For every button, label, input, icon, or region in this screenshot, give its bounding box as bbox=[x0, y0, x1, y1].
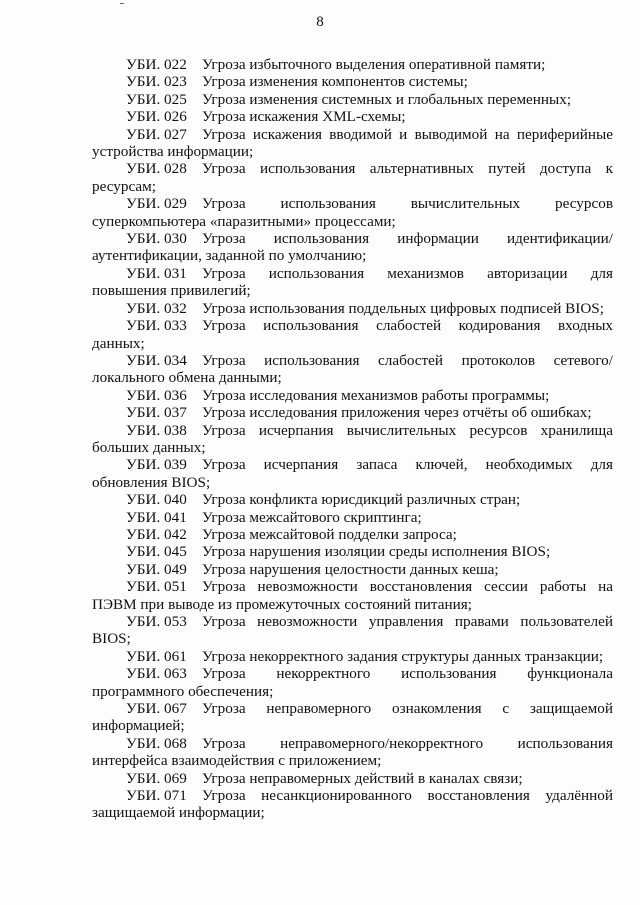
threat-item bbox=[92, 108, 613, 125]
threat-code: УБИ. 042 bbox=[126, 525, 187, 543]
threat-description: Угроза искажения XML-схемы; bbox=[202, 108, 406, 126]
threat-description: Угроза использования альтернативных путей доступа к ресурсам; bbox=[92, 160, 613, 195]
threat-code: УБИ. 040 bbox=[126, 491, 187, 509]
threat-code: УБИ. 025 bbox=[126, 90, 187, 108]
threat-description: Угроза конфликта юрисдикций различных стран; bbox=[202, 491, 521, 509]
threat-code: УБИ. 069 bbox=[126, 769, 187, 787]
threat-item bbox=[92, 700, 613, 735]
threat-description: Угроза неправомерного ознакомления с защищаемой информацией; bbox=[92, 700, 613, 735]
threat-item bbox=[92, 404, 613, 421]
threat-description: Угроза исчерпания запаса ключей, необходимых для обновления BIOS; bbox=[92, 456, 613, 491]
threat-description: Угроза исчерпания вычислительных ресурсов хранилища больших данных; bbox=[92, 421, 613, 456]
threat-item bbox=[92, 578, 613, 613]
threat-code: УБИ. 045 bbox=[126, 543, 187, 561]
threat-item bbox=[92, 735, 613, 770]
threat-code: УБИ. 034 bbox=[126, 351, 187, 369]
threat-code: УБИ. 031 bbox=[126, 264, 187, 282]
threat-description: Угроза межсайтовой подделки запроса; bbox=[202, 525, 457, 543]
threat-description: Угроза искажения вводимой и выводимой на периферийные устройства информации; bbox=[92, 125, 613, 161]
threat-item bbox=[92, 665, 613, 700]
threat-code: УБИ. 028 bbox=[126, 160, 187, 178]
threat-description: Угроза изменения системных и глобальных переменных; bbox=[202, 90, 572, 108]
threat-code: УБИ. 067 bbox=[126, 700, 187, 718]
threat-description: Угроза неправомерных действий в каналах связи; bbox=[202, 769, 523, 787]
threat-description: Угроза исследования приложения через отчёты об ошибках; bbox=[202, 404, 592, 422]
page-number: 8 bbox=[316, 14, 324, 30]
threat-description: Угроза межсайтового скриптинга; bbox=[202, 508, 422, 526]
threat-code: УБИ. 053 bbox=[126, 613, 187, 630]
threat-item bbox=[92, 491, 613, 508]
threat-description: Угроза избыточного выделения оперативной памяти; bbox=[202, 56, 546, 73]
threat-item bbox=[92, 613, 613, 648]
threat-description: Угроза использования слабостей кодирования входных данных; bbox=[92, 317, 613, 352]
threat-item bbox=[92, 387, 613, 404]
threat-item bbox=[92, 561, 613, 578]
threat-item bbox=[92, 422, 613, 457]
threat-item bbox=[92, 265, 613, 300]
threat-description: Угроза использования слабостей протоколов сетевого/локального обмена данными; bbox=[92, 351, 613, 387]
threat-code: УБИ. 041 bbox=[126, 508, 187, 526]
threat-code: УБИ. 051 bbox=[126, 578, 187, 596]
threat-item bbox=[92, 509, 613, 526]
threat-code: УБИ. 037 bbox=[126, 404, 187, 422]
threat-item bbox=[92, 230, 613, 265]
threat-description: Угроза некорректного задания структуры данных транзакции; bbox=[202, 647, 604, 665]
threat-description: Угроза использования поддельных цифровых подписей BIOS; bbox=[202, 299, 604, 317]
threat-item bbox=[92, 300, 613, 317]
threat-item bbox=[92, 317, 613, 352]
threat-item bbox=[92, 56, 613, 73]
threat-code: УБИ. 071 bbox=[126, 787, 187, 805]
threat-code: УБИ. 039 bbox=[126, 456, 187, 474]
threat-item bbox=[92, 91, 613, 108]
threat-code: УБИ. 029 bbox=[126, 195, 187, 213]
threat-code: УБИ. 030 bbox=[126, 230, 187, 248]
threat-code: УБИ. 032 bbox=[126, 299, 187, 317]
threat-description: Угроза использования вычислительных ресурсов суперкомпьютера «паразитными» процессами; bbox=[92, 195, 613, 230]
threat-description: Угроза исследования механизмов работы программы; bbox=[202, 386, 550, 404]
threat-description: Угроза некорректного использования функционала программного обеспечения; bbox=[92, 665, 613, 700]
threat-item bbox=[92, 770, 613, 787]
threat-code: УБИ. 033 bbox=[126, 317, 187, 335]
threat-code: УБИ. 038 bbox=[126, 421, 187, 439]
scan-speck bbox=[120, 3, 124, 4]
threat-description: Угроза невозможности управления правами пользователей BIOS; bbox=[92, 613, 613, 648]
threat-code: УБИ. 049 bbox=[126, 560, 187, 578]
threat-code: УБИ. 023 bbox=[126, 73, 187, 91]
threat-code: УБИ. 061 bbox=[126, 647, 187, 665]
threat-item bbox=[92, 543, 613, 560]
threat-description: Угроза несанкционированного восстановления удалённой защищаемой информации; bbox=[92, 787, 613, 822]
threat-item bbox=[92, 195, 613, 230]
threat-description: Угроза использования механизмов авторизации для повышения привилегий; bbox=[92, 264, 613, 300]
threat-code: УБИ. 068 bbox=[126, 734, 187, 752]
threat-item bbox=[92, 160, 613, 195]
threat-description: Угроза невозможности восстановления сессии работы на ПЭВМ при выводе из промежуточных состояний питания; bbox=[92, 578, 613, 613]
threat-item bbox=[92, 456, 613, 491]
threat-code: УБИ. 027 bbox=[126, 125, 187, 143]
threat-description: Угроза неправомерного/некорректного использования интерфейса взаимодействия с приложением; bbox=[92, 734, 613, 770]
threat-code: УБИ. 026 bbox=[126, 108, 187, 126]
threat-item bbox=[92, 352, 613, 387]
threat-description: Угроза нарушения изоляции среды исполнения BIOS; bbox=[202, 543, 551, 561]
threat-description: Угроза нарушения целостности данных кеша; bbox=[202, 560, 499, 578]
threat-code: УБИ. 022 bbox=[126, 56, 187, 73]
threat-list bbox=[92, 56, 613, 822]
threat-item bbox=[92, 787, 613, 822]
threat-description: Угроза изменения компонентов системы; bbox=[202, 73, 468, 91]
threat-item bbox=[92, 73, 613, 90]
threat-description: Угроза использования информации идентификации/аутентификации, заданной по умолчанию; bbox=[92, 230, 613, 265]
threat-item bbox=[92, 526, 613, 543]
threat-code: УБИ. 036 bbox=[126, 386, 187, 404]
threat-code: УБИ. 063 bbox=[126, 665, 187, 683]
threat-item bbox=[92, 648, 613, 665]
threat-item bbox=[92, 126, 613, 161]
